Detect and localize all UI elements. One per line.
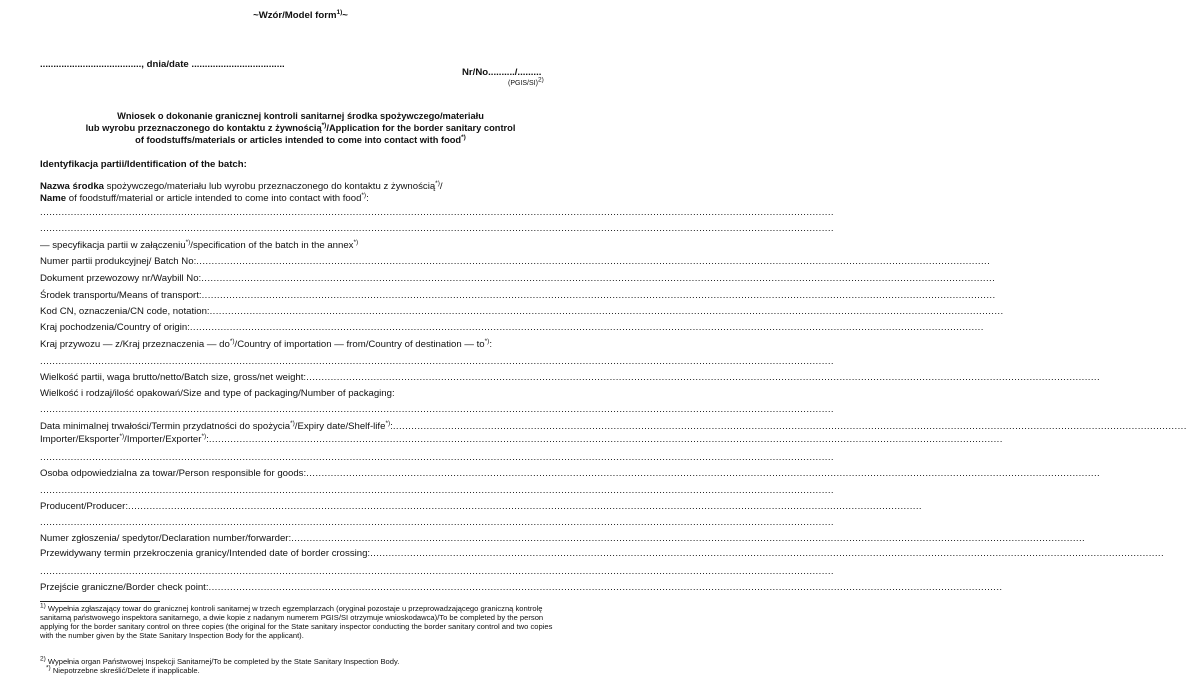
declaration-field[interactable]: Numer zgłoszenia/ spedytor/Declaration number/forwarder: ................................................................................................................................................................................................................................................................... [40, 533, 1086, 544]
footnote-divider [40, 601, 160, 602]
name-label-pl: Nazwa środka spożywczego/materiału lub wyrobu przeznaczonego do kontaktu z żywnością*)/ [40, 179, 443, 192]
producer-fill-line[interactable]: ................................................................................................................................................................................................................................................................... [40, 517, 834, 528]
request-title-line2: lub wyrobu przeznaczonego do kontaktu z żywnością*)/Application for the border sanitary control [85, 121, 516, 133]
cn-code-field[interactable]: Kod CN, oznaczenia/CN code, notation: ................................................................................................................................................................................................................................................................... [40, 306, 1004, 317]
footnote-3: *) Niepotrzebne skreślić/Delete if inapplicable. [46, 664, 200, 675]
spec-label: — specyfikacja partii w załączeniu*)/specification of the batch in the annex*) [40, 238, 359, 251]
packaging-fill-line[interactable]: ................................................................................................................................................................................................................................................................... [40, 404, 834, 415]
number-field[interactable]: Nr/No........../......... [462, 67, 542, 78]
responsible-field[interactable]: Osoba odpowiedzialna za towar/Person responsible for goods: ................................................................................................................................................................................................................................................................... [40, 468, 1101, 479]
waybill-field[interactable]: Dokument przewozowy nr/Waybill No: ................................................................................................................................................................................................................................................................... [40, 273, 996, 284]
checkpoint-field[interactable]: Przejście graniczne/Border check point: ................................................................................................................................................................................................................................................................... [40, 582, 1003, 593]
name-label-en: Name of foodstuff/material or article intended to come into contact with food*): [40, 191, 369, 204]
request-title-line1: Wniosek o dokonanie granicznej kontroli sanitarnej środka spożywczego/materiału [117, 111, 484, 121]
date-dots[interactable]: ................................... [191, 59, 285, 70]
crossing-date-field[interactable]: Przewidywany termin przekroczenia granicy/Intended date of border crossing: ................................................................................................................................................................................................................................................................... [40, 548, 1165, 559]
expiry-field[interactable]: Data minimalnej trwałości/Termin przydatności do spożycia*)/Expiry date/Shelf-life*): ................................................................................................................................................................................................................................................................... [40, 419, 1187, 432]
origin-field[interactable]: Kraj pochodzenia/Country of origin: ................................................................................................................................................................................................................................................................... [40, 322, 984, 333]
pgis-label: (PGIS/SI)2) [508, 76, 544, 87]
name-fill-line-1[interactable]: ................................................................................................................................................................................................................................................................... [40, 207, 834, 218]
date-line: ......................................, dnia/date ................................... [40, 59, 285, 70]
importer-fill-line[interactable]: ................................................................................................................................................................................................................................................................... [40, 452, 834, 463]
place-dots[interactable]: ...................................... [40, 59, 142, 70]
packaging-label: Wielkość i rodzaj/ilość opakowań/Size and type of packaging/Number of packaging: [40, 388, 395, 399]
request-title-line3: of foodstuffs/materials or articles intended to come into contact with food*) [135, 133, 466, 145]
model-form-title: ~Wzór/Model form$^{1)}$~ [253, 8, 348, 21]
batch-no-field[interactable]: Numer partii produkcyjnej/ Batch No: ................................................................................................................................................................................................................................................................... [40, 256, 991, 267]
importer-field[interactable]: Importer/Eksporter*)/Importer/Exporter*): ................................................................................................................................................................................................................................................................... [40, 432, 1003, 445]
batch-size-field[interactable]: Wielkość partii, waga brutto/netto/Batch size, gross/net weight: ................................................................................................................................................................................................................................................................... [40, 372, 1101, 383]
transport-field[interactable]: Środek transportu/Means of transport: ................................................................................................................................................................................................................................................................... [40, 290, 996, 301]
producer-field[interactable]: Producent/Producer: ................................................................................................................................................................................................................................................................... [40, 501, 922, 512]
name-fill-line-2[interactable]: ................................................................................................................................................................................................................................................................... [40, 223, 834, 234]
footnote-2: 2) Wypełnia organ Państwowej Inspekcji Sanitarnej/To be completed by the State Sanitary Inspection Body. [40, 655, 400, 666]
importation-label: Kraj przywozu — z/Kraj przeznaczenia — do*)/Country of importation — from/Country of destination — to*): [40, 337, 492, 350]
crossing-date-fill-line[interactable]: ................................................................................................................................................................................................................................................................... [40, 566, 834, 577]
responsible-fill-line[interactable]: ................................................................................................................................................................................................................................................................... [40, 485, 834, 496]
footnote-1: 1) Wypełnia zgłaszający towar do granicznej kontroli sanitarnej w trzech egzemplarzach (oryginał pozostaje u przeprowadzającego graniczną kontrolę sanitarną państwowego inspektora sanitarnego, a dwie kopie z nadanym numerem PGIS/SI otrzymuje wnioskodawca)/To be completed by the person applying for the border sanitary control on three copies (the original for the State sanitary inspector conducting the border sanitary control and two copies with the number given by the State Sanitary Inspection Body for the applicant). [40, 602, 553, 640]
importation-fill-line[interactable]: ................................................................................................................................................................................................................................................................... [40, 356, 834, 367]
batch-heading: Identyfikacja partii/Identification of the batch: [40, 159, 247, 170]
